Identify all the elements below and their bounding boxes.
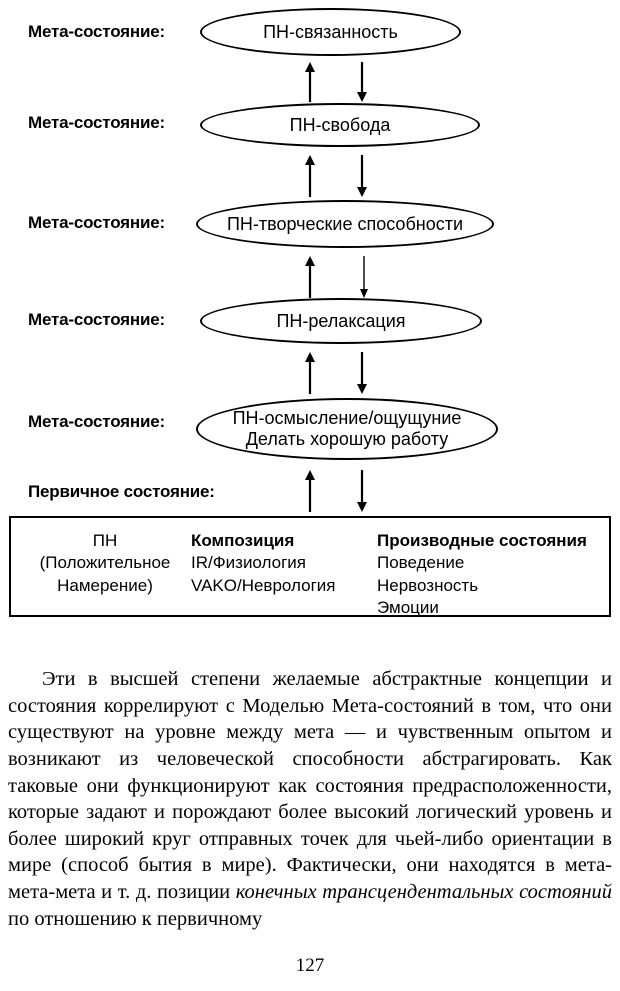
legend-column-pn <box>19 530 191 597</box>
arrow-down-3 <box>357 256 371 298</box>
legend-col1-row-3: Намерение) <box>57 575 153 595</box>
arrow-up-3 <box>303 256 317 298</box>
node-label-line2: Делать хорошую работу <box>245 429 449 449</box>
legend-col2-row-2: VAKO/Неврология <box>191 575 336 595</box>
legend-column-composition <box>191 530 377 597</box>
node-label: ПН-связанность <box>263 21 398 42</box>
legend-col2-head: Композиция <box>191 531 295 550</box>
body-part-1: Эти в высшей степени желаемые абстрактные концепции и состояния коррелируют с Моделью Мета-состояний в том, что они существуют на уровне между мета — и чувственным опытом и возникают из человеческой способности абстрагировать. Как таковые они функционируют как состояния предрасположенности, которые задают и порождают более высокий логический уровень и более широкий круг отправных точек для чьей-либо ориентации в мире (способ бытия в мире). Фактически, они находятся в мета-мета-мета и т. д. позиции <box>8 668 612 904</box>
node-label: ПН-осмысление/ощущуние <box>232 408 462 429</box>
level-label-3: Мета-состояние: <box>28 213 165 232</box>
arrow-down-2 <box>355 155 369 197</box>
legend-col3-row-1: Поведение <box>377 553 465 573</box>
arrow-down-4 <box>355 352 369 394</box>
node-pn-connectedness <box>200 8 461 56</box>
node-pn-creativity <box>196 200 494 248</box>
body-paragraph <box>8 666 612 932</box>
level-label-2: Мета-состояние: <box>28 113 165 132</box>
node-pn-freedom <box>200 103 480 147</box>
body-text <box>8 666 612 932</box>
legend-box <box>9 516 611 617</box>
legend-col1-row-2: (Положительное <box>39 553 171 573</box>
legend-col3-row-2: Нервозность <box>377 575 479 595</box>
level-label-primary: Первичное состояние: <box>28 482 215 501</box>
legend-col3-row-3: Эмоции <box>377 598 439 618</box>
arrow-up-4 <box>303 352 317 394</box>
level-label-5: Мета-состояние: <box>28 412 165 431</box>
page-number: 127 <box>295 955 325 976</box>
node-label: ПН-свобода <box>289 114 391 135</box>
arrow-up-1 <box>303 62 317 102</box>
legend-col1-row-1: ПН <box>92 531 118 550</box>
level-label-1: Мета-состояние: <box>28 22 165 41</box>
node-label: ПН-творческие способности <box>226 213 464 234</box>
arrow-down-5 <box>355 470 369 512</box>
node-label: ПН-релаксация <box>276 310 406 331</box>
arrow-down-1 <box>355 62 369 102</box>
level-label-4: Мета-состояние: <box>28 310 165 329</box>
node-pn-relaxation <box>200 298 482 344</box>
arrow-up-2 <box>303 155 317 197</box>
legend-col2-row-1: IR/Физиология <box>191 553 306 573</box>
legend-col3-head: Производные состояния <box>377 531 587 550</box>
body-italic: конечных трансцендентальных состояний <box>235 881 612 904</box>
arrow-up-5 <box>303 470 317 512</box>
legend-column-derived-states <box>377 530 607 620</box>
body-part-2: по отношению к первичному <box>8 907 263 930</box>
node-pn-meaning <box>196 398 498 460</box>
